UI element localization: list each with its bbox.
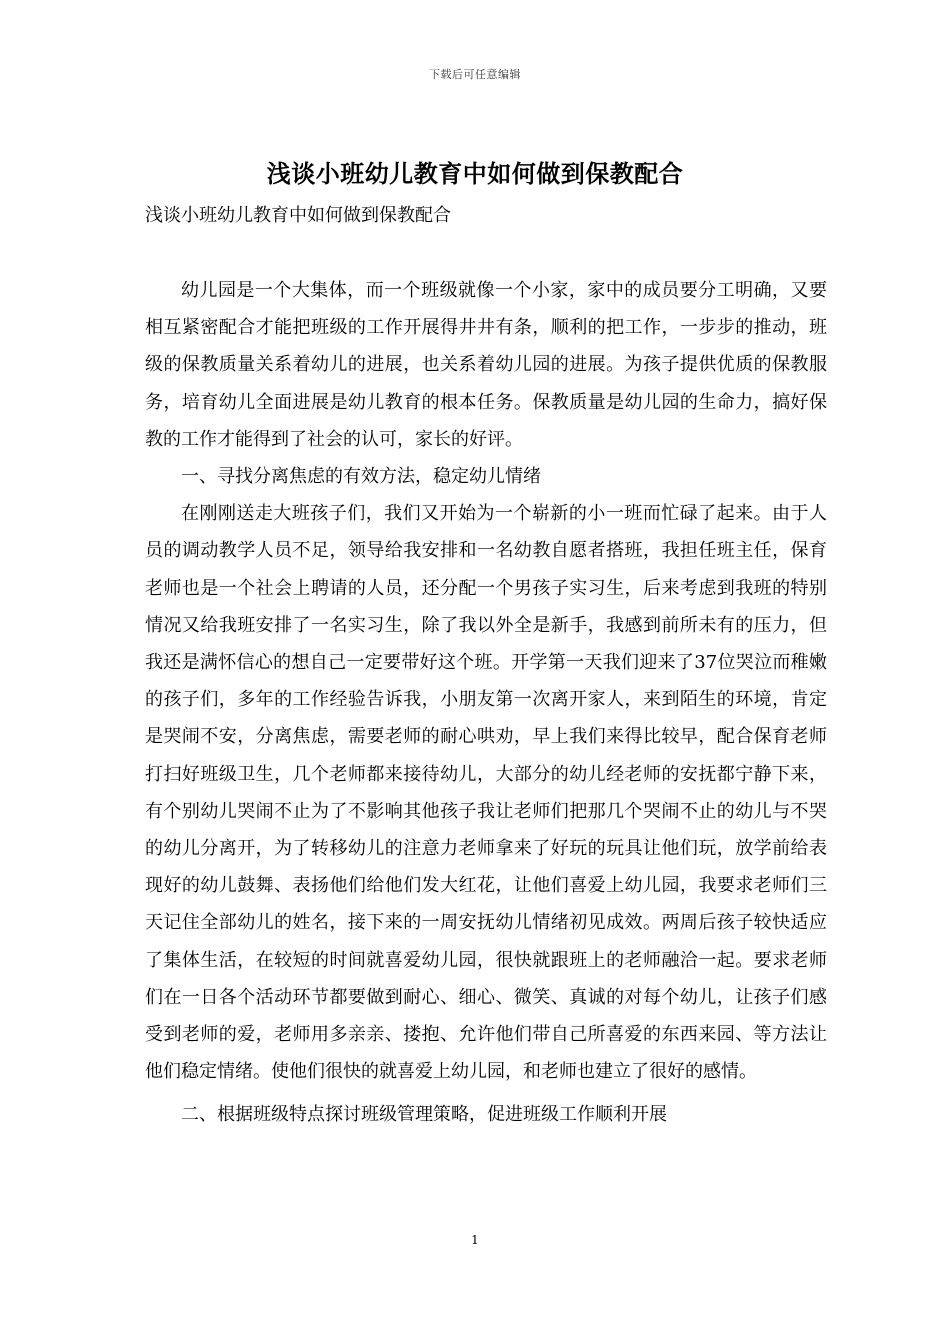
page-header: 下载后可任意编辑	[429, 68, 521, 81]
paragraph-section-1: 在刚刚送走大班孩子们，我们又开始为一个崭新的小一班而忙碌了起来。由于人员的调动教学人员不足，领导给我安排和一名幼教自愿者搭班，我担任班主任，保育老师也是一个社会上聘请的人员，还分配一个男孩子实习生，后来考虑到我班的特别情况又给我班安排了一名实习生，除了我以外全是新手，我感到前所未有的压力，但我还是满怀信心的想自己一定要带好这个班。开学第一天我们迎来了37位哭泣而稚嫩的孩子们，多年的工作经验告诉我，小朋友第一次离开家人，来到陌生的环境，肯定是哭闹不安，分离焦虑，需要老师的耐心哄劝，早上我们来得比较早，配合保育老师打扫好班级卫生，几个老师都来接待幼儿，大部分的幼儿经老师的安抚都宁静下来，有个别幼儿哭闹不止为了不影响其他孩子我让老师们把那几个哭闹不止的幼儿与不哭的幼儿分离开，为了转移幼儿的注意力老师拿来了好玩的玩具让他们玩，放学前给表现好的幼儿鼓舞、表扬他们给他们发大红花，让他们喜爱上幼儿园，我要求老师们三天记住全部幼儿的姓名，接下来的一周安抚幼儿情绪初见成效。两周后孩子较快适应了集体生活，在较短的时间就喜爱幼儿园，很快就跟班上的老师融洽一起。要求老师们在一日各个活动环节都要做到耐心、细心、微笑、真诚的对每个幼儿，让孩子们感受到老师的爱，老师用多亲亲、搂抱、允许他们带自己所喜爱的东西来园、等方法让他们稳定情绪。使他们很快的就喜爱上幼儿园，和老师也建立了很好的感情。	[145, 503, 827, 1083]
document-body	[145, 272, 827, 1134]
paragraph-intro: 幼儿园是一个大集体，而一个班级就像一个小家，家中的成员要分工明确，又要相互紧密配合才能把班级的工作开展得井井有条，顺利的把工作，一步步的推动，班级的保教质量关系着幼儿的进展，也关系着幼儿园的进展。为孩子提供优质的保教服务，培育幼儿全面进展是幼儿教育的根本任务。保教质量是幼儿园的生命力，搞好保教的工作才能得到了社会的认可，家长的好评。	[145, 280, 827, 450]
document-subtitle: 浅谈小班幼儿教育中如何做到保教配合	[145, 205, 451, 226]
document-title: 浅谈小班幼儿教育中如何做到保教配合	[266, 159, 684, 188]
section-heading-1: 一、寻找分离焦虑的有效方法，稳定幼儿情绪	[181, 466, 541, 488]
section-heading-2: 二、根据班级特点探讨班级管理策略，促进班级工作顺利开展	[181, 1104, 667, 1126]
page-number: 1	[471, 1233, 479, 1247]
